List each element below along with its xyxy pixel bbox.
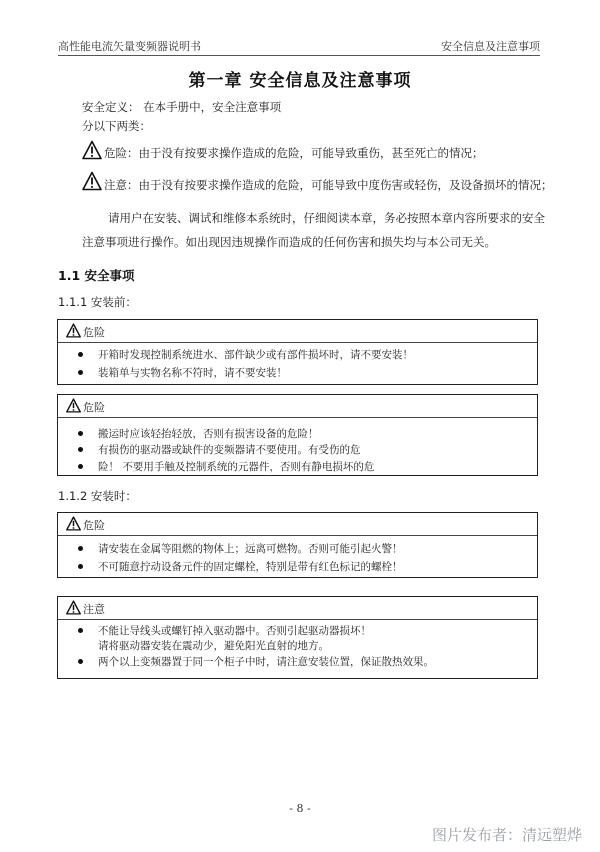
header-left: 高性能电流矢量变频器说明书 [58, 40, 201, 53]
warning-triangle-icon [82, 171, 102, 191]
box-item: 请将驱动器安装在震动少，避免阳光直射的地方。 [98, 640, 329, 652]
box-item: 两个以上变频器置于同一个柜子中时，请注意安装位置，保证散热效果。 [98, 656, 434, 668]
bullet-icon [78, 370, 83, 375]
box-label: 注意 [83, 603, 105, 616]
header-rule [58, 55, 540, 56]
bullet-icon [78, 352, 83, 357]
caution-box [57, 596, 538, 679]
danger-box-3 [57, 512, 538, 578]
bullet-icon [78, 628, 83, 633]
safety-definition: 安全定义： 在本手册中，安全注意事项 [82, 100, 282, 114]
warning-triangle-icon [82, 140, 102, 160]
box-item: 装箱单与实物名称不符时，请不要安装！ [98, 367, 287, 379]
page-number: - 8 - [289, 802, 311, 815]
caution-definition: 注意：由于没有按要求操作造成的危险，可能导致中度伤害或轻伤，及设备损坏的情况； [104, 178, 553, 192]
publisher-watermark: 图片发布者：清远塑烨 [431, 826, 582, 844]
box-item: 搬运时应该轻抬轻放，否则有损害设备的危险！ [98, 428, 319, 440]
box-header [58, 513, 537, 536]
box-header [58, 597, 537, 620]
box-item: 不能让导线头或螺钉掉入驱动器中。否则引起驱动器损坏！ [98, 625, 371, 637]
box-item: 险！ 不要用手触及控制系统的元器件，否则有静电损坏的危 [98, 461, 375, 473]
bullet-icon [78, 431, 83, 436]
categories-text: 分以下两类： [82, 119, 151, 133]
box-item: 不可随意拧动设备元件的固定螺栓，特别是带有红色标记的螺栓！ [98, 561, 403, 573]
warning-triangle-icon [66, 323, 81, 338]
box-item: 请安装在金属等阻燃的物体上；远离可燃物。否则可能引起火警！ [98, 543, 403, 555]
chapter-title: 第一章 安全信息及注意事项 [188, 71, 412, 91]
bullet-icon [78, 564, 83, 569]
header-right: 安全信息及注意事项 [441, 40, 540, 53]
box-label: 危险 [83, 519, 105, 532]
box-item: 有损伤的驱动器或缺件的变频器请不要使用。有受伤的危 [98, 444, 361, 456]
bullet-icon [78, 447, 83, 452]
danger-definition: 危险：由于没有按要求操作造成的危险，可能导致重伤，甚至死亡的情况； [104, 146, 484, 160]
bullet-icon [78, 464, 83, 469]
instruction-paragraph-line-1: 请用户在安装、调试和维修本系统时，仔细阅读本章，务必按照本章内容所要求的安全 [108, 211, 545, 225]
box-label: 危险 [83, 326, 105, 339]
danger-box-2 [57, 394, 538, 476]
instruction-paragraph-line-2: 注意事项进行操作。如出现因违规操作而造成的任何伤害和损失均与本公司无关。 [82, 235, 496, 249]
subsection-heading-before-install: 1.1.1 安装前： [58, 295, 137, 309]
warning-triangle-icon [66, 600, 81, 615]
box-item: 开箱时发现控制系统进水、部件缺少或有部件损坏时，请不要安装！ [98, 349, 413, 361]
subsection-heading-during-install: 1.1.2 安装时： [58, 489, 137, 503]
box-header [58, 320, 537, 343]
section-heading: 1.1 安全事项 [58, 268, 135, 283]
warning-triangle-icon [66, 398, 81, 413]
danger-box-1 [57, 319, 538, 385]
box-header [58, 395, 537, 418]
bullet-icon [78, 659, 83, 664]
bullet-icon [78, 546, 83, 551]
box-label: 危险 [83, 401, 105, 414]
warning-triangle-icon [66, 516, 81, 531]
